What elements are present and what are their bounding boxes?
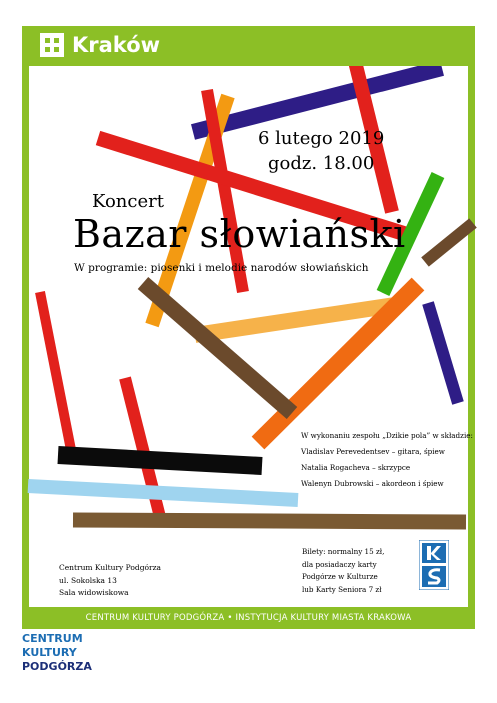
venue-line: Centrum Kultury Podgórza <box>59 563 162 572</box>
logo-line: PODGÓRZA <box>22 660 92 673</box>
artists-line: Walenyn Dubrowski – akordeon i śpiew <box>301 479 444 488</box>
venue-line: ul. Sokolska 13 <box>59 575 117 585</box>
event-date: 6 lutego 2019 <box>258 128 385 149</box>
event-time: godz. 18.00 <box>268 153 375 174</box>
tickets-line: lub Karty Seniora 7 zł <box>302 584 382 594</box>
red-stroke <box>40 292 72 455</box>
footer-bar: CENTRUM KULTURY PODGÓRZA • INSTYTUCJA KULTURY MIASTA KRAKOWA <box>22 607 475 629</box>
tickets-line: Podgórze w Kulturze <box>302 572 378 581</box>
venue-block <box>59 562 161 600</box>
black-stroke <box>58 455 262 466</box>
event-type: Koncert <box>92 191 164 212</box>
brand[interactable] <box>40 31 160 59</box>
brown-stroke <box>143 283 292 413</box>
brown-stroke <box>73 520 466 522</box>
artists-line: Natalia Rogacheva – skrzypce <box>301 463 411 472</box>
logo-line: CENTRUM <box>22 632 83 645</box>
artists-line: Vladislav Perevedentsev – gitara, śpiew <box>301 447 445 456</box>
logo-line: KULTURY <box>22 646 77 659</box>
event-date-block <box>258 126 418 176</box>
venue-line: Sala widowiskowa <box>59 588 129 597</box>
centrum-kultury-podgorza-logo <box>22 632 92 674</box>
event-title: Bazar słowiański <box>73 212 406 256</box>
purple-stroke <box>428 303 458 403</box>
krakow-logo-icon <box>40 33 64 57</box>
brand-name: Kraków <box>72 33 161 57</box>
tickets-line: Bilety: normalny 15 zł, <box>302 547 385 556</box>
light-blue-stroke <box>28 486 298 500</box>
artists-line: W wykonaniu zespołu „Dzikie pola” w składzie: <box>301 431 473 440</box>
tickets-block <box>302 546 384 596</box>
artists-block <box>301 428 473 492</box>
centrum-kultury-icon <box>419 540 449 590</box>
brown-stroke <box>425 223 473 262</box>
tickets-line: dla posiadaczy karty <box>302 559 377 569</box>
event-program: W programie: piosenki i melodie narodów słowiańskich <box>74 262 369 274</box>
